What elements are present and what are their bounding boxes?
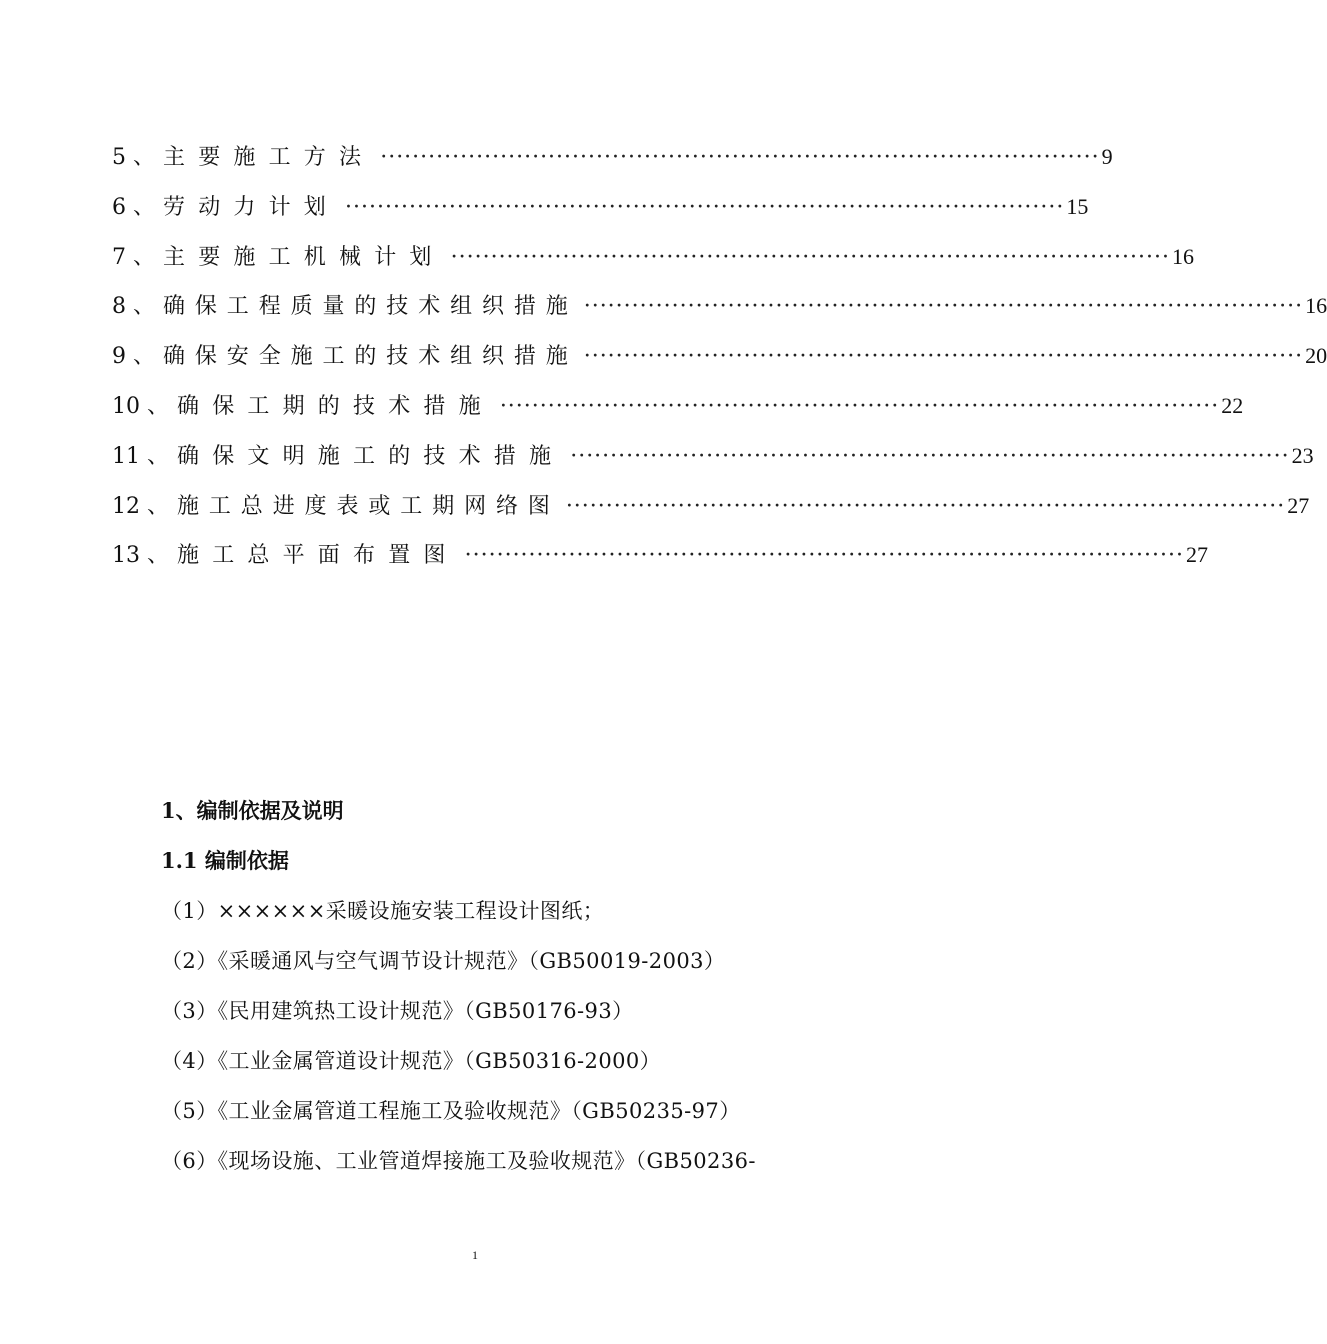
- toc-entry[interactable]: [112, 190, 1089, 240]
- toc-dot-leader: ··························································································: [583, 344, 1304, 370]
- toc-entry-title: 确保文明施工的技术措施: [177, 443, 565, 469]
- toc-dot-leader: ··························································································: [565, 493, 1286, 519]
- toc-entry-number: 6 、: [112, 194, 155, 220]
- toc-dot-leader: ··························································································: [570, 443, 1290, 469]
- toc-entry[interactable]: [112, 439, 1314, 489]
- toc-entry[interactable]: [112, 140, 1113, 190]
- toc-entry-page: 27: [1287, 492, 1310, 518]
- toc-dot-leader: ··························································································: [583, 294, 1304, 320]
- toc-entry-number: 11 、: [112, 443, 169, 469]
- toc-dot-leader: ··························································································: [345, 194, 1065, 220]
- toc-entry-title: 主要施工方法: [163, 145, 375, 170]
- toc-entry-page: 27: [1186, 542, 1208, 568]
- toc-entry[interactable]: [112, 389, 1244, 439]
- toc-dot-leader: ··························································································: [380, 145, 1100, 170]
- toc-dot-leader: ··························································································: [464, 543, 1184, 569]
- table-of-contents: [112, 140, 1327, 588]
- toc-entry[interactable]: [112, 538, 1208, 588]
- reference-item: （1）××××××采暖设施安装工程设计图纸；: [161, 899, 605, 923]
- toc-entry-number: 12 、: [112, 493, 169, 519]
- toc-entry-page: 16: [1305, 293, 1327, 319]
- reference-item: （6）《现场设施、工业管道焊接施工及验收规范》（GB50236-: [161, 1149, 756, 1173]
- toc-dot-leader: ··························································································: [450, 244, 1170, 270]
- toc-entry-number: 7 、: [112, 244, 155, 270]
- section-heading: 1、编制依据及说明: [161, 798, 344, 823]
- subsection-heading: 1.1 编制依据: [161, 848, 289, 873]
- toc-entry-number: 13 、: [112, 543, 169, 569]
- toc-entry-number: 5 、: [112, 145, 155, 170]
- toc-entry[interactable]: [112, 339, 1327, 389]
- toc-entry-title: 主要施工机械计划: [163, 244, 445, 270]
- toc-entry-title: 劳动力计划: [163, 194, 340, 220]
- toc-entry[interactable]: [112, 489, 1310, 539]
- toc-entry-number: 9 、: [112, 344, 155, 370]
- reference-item: （4）《工业金属管道设计规范》（GB50316-2000）: [161, 1049, 662, 1073]
- toc-entry-title: 确保工期的技术措施: [177, 393, 494, 419]
- toc-entry-number: 10 、: [112, 393, 169, 419]
- toc-entry-page: 15: [1066, 193, 1089, 219]
- toc-entry-title: 施工总进度表或工期网络图: [177, 493, 560, 519]
- toc-entry[interactable]: [112, 289, 1327, 339]
- reference-item: （2）《采暖通风与空气调节设计规范》（GB50019-2003）: [161, 949, 726, 973]
- toc-entry-page: 22: [1221, 392, 1244, 418]
- toc-entry-number: 8 、: [112, 294, 155, 320]
- toc-entry-title: 确保安全施工的技术组织措施: [163, 344, 578, 370]
- toc-entry-title: 确保工程质量的技术组织措施: [163, 294, 578, 320]
- toc-entry[interactable]: [112, 240, 1194, 290]
- toc-entry-title: 施工总平面布置图: [177, 543, 459, 569]
- toc-entry-page: 23: [1291, 442, 1314, 468]
- toc-entry-page: 16: [1172, 243, 1194, 269]
- reference-item: （3）《民用建筑热工设计规范》（GB50176-93）: [161, 999, 634, 1023]
- section-content: [161, 793, 841, 1193]
- toc-entry-page: 9: [1101, 144, 1113, 169]
- toc-entry-page: 20: [1305, 343, 1327, 369]
- page-number: 1: [472, 1248, 478, 1262]
- reference-item: （5）《工业金属管道工程施工及验收规范》（GB50235-97）: [161, 1099, 741, 1123]
- toc-dot-leader: ··························································································: [499, 393, 1220, 419]
